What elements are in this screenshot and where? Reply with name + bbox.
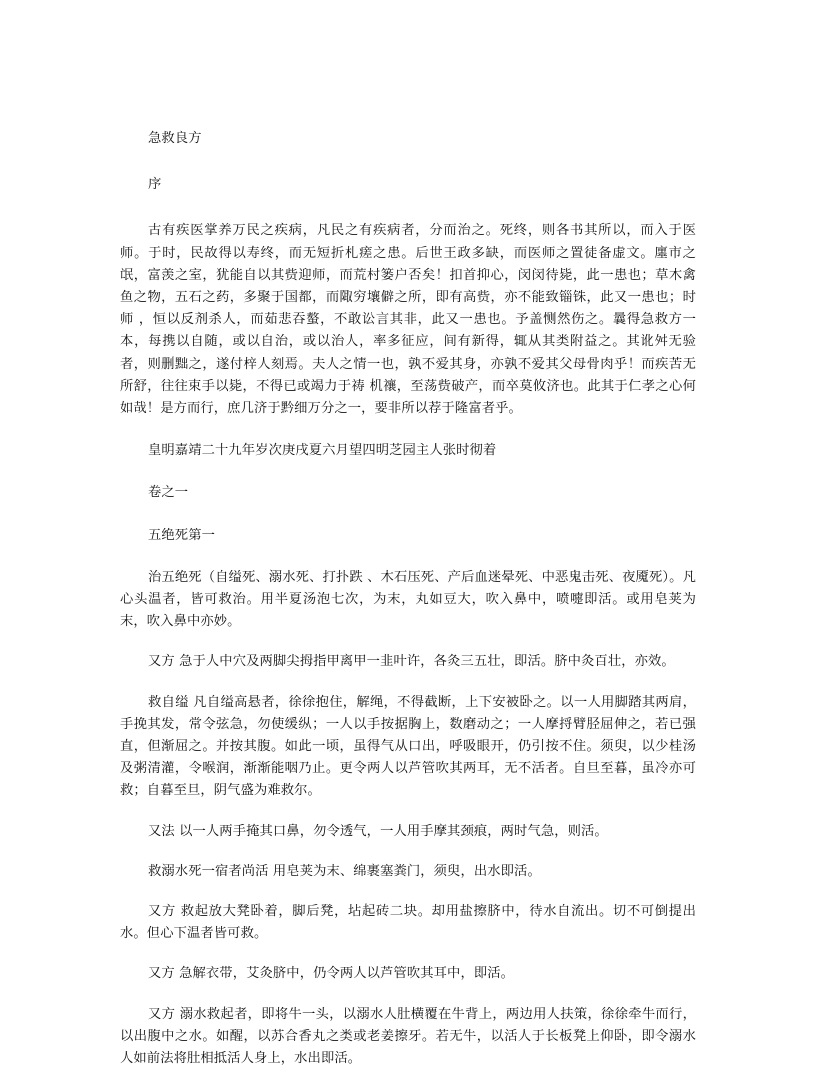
paragraph: 又法 以一人两手掩其口鼻，勿令透气，一人用手摩其颈痕，两时气急，则活。 (148, 823, 608, 839)
paragraph: 救溺水死一宿者尚活 用皂荚为末、绵裹塞粪门，须臾，出水即活。 (148, 863, 541, 879)
paragraph: 又方 急于人中穴及两脚尖拇指甲离甲一韭叶许，各灸三五壮，即活。脐中灸百壮，亦效。 (148, 654, 675, 670)
volume-heading: 卷之一 (148, 485, 189, 501)
document-title: 急救良方 (148, 131, 202, 146)
signature-line: 皇明嘉靖二十九年岁次庚戌夏六月望四明芝园主人张时彻着 (148, 443, 497, 459)
preface-heading: 序 (148, 177, 162, 193)
paragraph: 治五绝死（自缢死、溺水死、打扑跌 、木石压死、产后血迷晕死、中恶鬼击死、夜魇死）。凡心头温者，皆可救治。用半夏汤泡七次，为末，丸如豆大，吹入鼻中，喷嚏即活。或用皂荚为末，吹入鼻中亦妙。 (120, 569, 696, 630)
paragraph: 又方 急解衣带，艾灸脐中，仍令两人以芦管吹其耳中，即活。 (148, 966, 515, 982)
document-page (120, 128, 696, 1088)
preface-text: 古有疾医掌养万民之疾病，凡民之有疾病者，分而治之。死终，则各书其所以，而入于医师。于时，民故得以寿终，而无短折札瘥之患。后世王政多缺，而医师之置徒备虚文。廛市之氓，富羡之室，犹能自以其赀迎师，而荒村篓户否矣！扣首抑心，闵闵待毙，此一患也；草木禽鱼之物，五石之药，多聚于国都，而陬穷壤僻之所，即有高赀，亦不能致锱铢，此又一患也；时师 ，恒以反剂杀人，而茹悲吞螯，不敢讼言其非，此又一患也。予盖恻然伤之。曩得急救方一本，每携以自随，或以自治，或以治人，率多征应，间有新得，辄从其类附益之。其讹舛无验者，则删黜之，遂付梓人刻焉。夫人之情一也，孰不爱其身，亦孰不爱其父母骨肉乎！而疾苦无所舒，往往束手以毙，不得已或竭力于祷 机禳，至荡赀破产，而卒莫攸济也。此其于仁孝之心何如哉！是方而行，庶几济于黔细万分之一，要非所以荐于隆富者乎。 (120, 223, 696, 417)
paragraph: 又方 救起放大凳卧着，脚后凳，坫起砖二块。却用盐擦脐中，待水自流出。切不可倒提出水。但心下温者皆可救。 (120, 904, 696, 942)
paragraph: 救自缢 凡自缢高悬者，徐徐抱住，解绳，不得截断，上下安被卧之。以一人用脚踏其两肩，手挽其发，常令弦急，勿使缓纵；一人以手按据胸上，数磨动之；一人摩捋臂胫屈伸之，若已强直，但渐屈之。并按其腹。如此一顷，虽得气从口出，呼吸眼开，仍引按不住。须臾，以少桂汤及粥清灌，令喉润，渐渐能咽乃止。更令两人以芦管吹其两耳，无不活者。自旦至暮，虽冷亦可救；自暮至旦，阴气盛为难救尔。 (120, 694, 696, 799)
chapter-heading: 五绝死第一 (148, 527, 215, 543)
paragraph: 又方 溺水救起者，即将牛一头，以溺水人肚横覆在牛背上，两边用人扶策，徐徐牵牛而行，以出腹中之水。如醒，以苏合香丸之类或老姜擦牙。若无牛，以活人于长板凳上仰卧，即令溺水人如前法将肚相抵活人身上，水出即活。 (120, 1006, 696, 1067)
